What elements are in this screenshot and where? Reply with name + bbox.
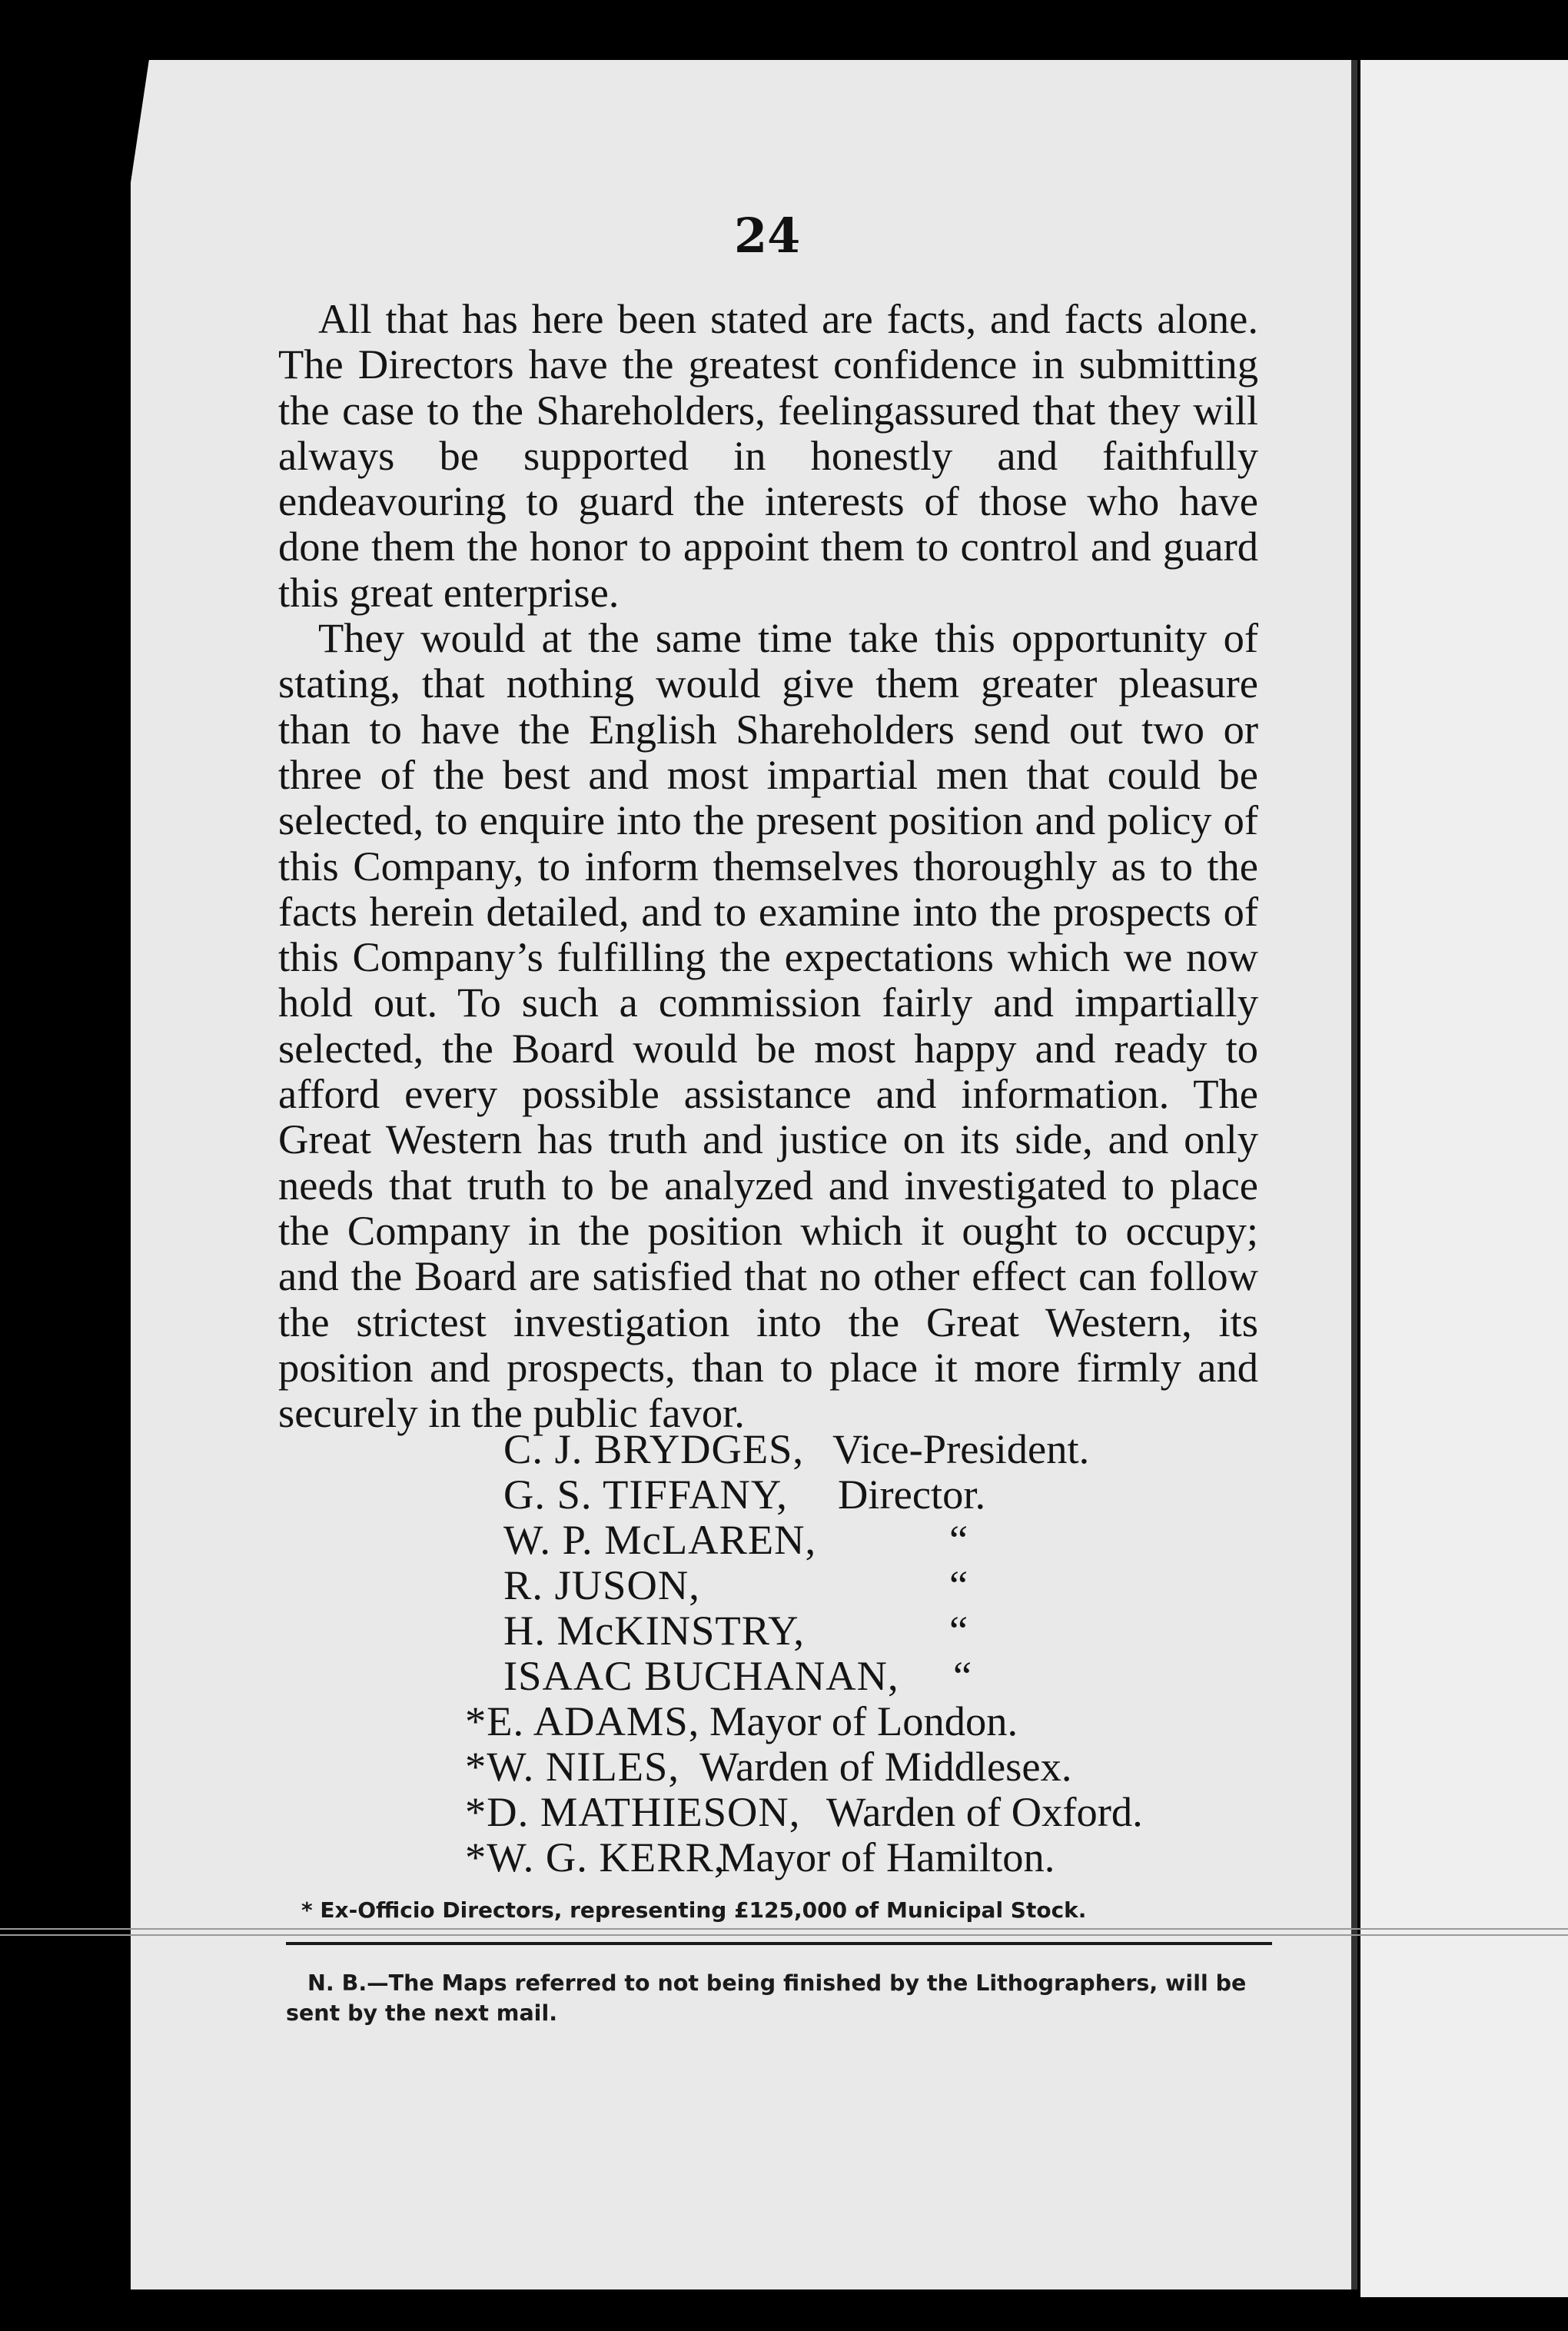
signatory-name: *D. MATHIESON, bbox=[465, 1788, 801, 1835]
signature-line bbox=[503, 1561, 968, 1608]
scan-line-artifact bbox=[0, 1928, 1568, 1930]
signatory-role: “ bbox=[949, 1561, 968, 1608]
signatory-role: Director. bbox=[838, 1471, 986, 1518]
signatory-role: Warden of Oxford. bbox=[826, 1788, 1143, 1835]
signatory-role: Warden of Middlesex. bbox=[699, 1743, 1072, 1790]
signatory-name: C. J. BRYDGES, bbox=[503, 1425, 805, 1472]
signature-line bbox=[503, 1607, 968, 1654]
signatory-name: *E. ADAMS, bbox=[465, 1698, 700, 1744]
paragraph: They would at the same time take this opportunity of stating, that nothing would give them greater pleasure than to have the English Shareholders send out two or three of the best and most impartial men that could be selected, to enquire into the present position and policy of this Company, to inform themselves thoroughly as to the facts herein detailed, and to examine into the prospects of this Company’s fulfilling the expectations which we now hold out. To such a commission fairly and impartially selected, the Board would be most happy and ready to afford every possible assistance and information. The Great Western has truth and justice on its side, and only needs that truth to be analyzed and investigated to place the Company in the position which it ought to occupy; and the Board are satisfied that no other effect can follow the strictest investigation into the Great Western, its position and prospects, than to place it more firmly and securely in the public favor. bbox=[278, 614, 1258, 1437]
footnote: * Ex-Officio Directors, representing £125,000 of Municipal Stock. bbox=[301, 1897, 1087, 1923]
signature-line bbox=[465, 1698, 1018, 1744]
signatory-role: Mayor of London. bbox=[709, 1698, 1018, 1744]
book-spine bbox=[1351, 60, 1357, 2289]
divider bbox=[286, 1942, 1272, 1945]
signatory-name: ISAAC BUCHANAN, bbox=[503, 1652, 899, 1699]
signature-line bbox=[503, 1516, 968, 1563]
body-text bbox=[278, 296, 1258, 1435]
signatory-name: *W. NILES, bbox=[465, 1743, 679, 1790]
signature-block bbox=[465, 1425, 1143, 1880]
signatory-name: G. S. TIFFANY, bbox=[503, 1471, 788, 1518]
signatory-name: H. McKINSTRY, bbox=[503, 1607, 806, 1654]
signatory-role: Vice-President. bbox=[832, 1425, 1090, 1472]
signature-line bbox=[503, 1471, 986, 1518]
signatory-role: Mayor of Hamilton. bbox=[719, 1834, 1055, 1880]
adjacent-blank-page bbox=[1360, 60, 1568, 2297]
signatory-role: “ bbox=[949, 1607, 968, 1654]
signature-line bbox=[503, 1652, 972, 1699]
paragraph: All that has here been stated are facts, and facts alone. The Directors have the greatest confidence in submitting the case to the Shareholders, feelingassured that they will always be supported in honestly and faithfully endeavouring to guard the interests of those who have done them the honor to appoint them to control and guard this great enterprise. bbox=[278, 295, 1258, 616]
signatory-name: *W. G. KERR, bbox=[465, 1834, 726, 1880]
signature-line bbox=[465, 1788, 1143, 1835]
nb-note: N. B.—The Maps referred to not being finished by the Lithographers, will be sent by the next mail. bbox=[286, 1970, 1247, 2026]
signature-line bbox=[465, 1743, 1072, 1790]
scan-line-artifact bbox=[0, 1934, 1568, 1936]
signature-line bbox=[503, 1425, 1090, 1472]
signatory-name: W. P. McLAREN, bbox=[503, 1516, 817, 1563]
signature-line bbox=[465, 1834, 1055, 1880]
signatory-role: “ bbox=[949, 1516, 968, 1563]
signatory-role: “ bbox=[953, 1652, 972, 1699]
signatory-name: R. JUSON, bbox=[503, 1561, 700, 1608]
page-number: 24 bbox=[734, 208, 801, 264]
